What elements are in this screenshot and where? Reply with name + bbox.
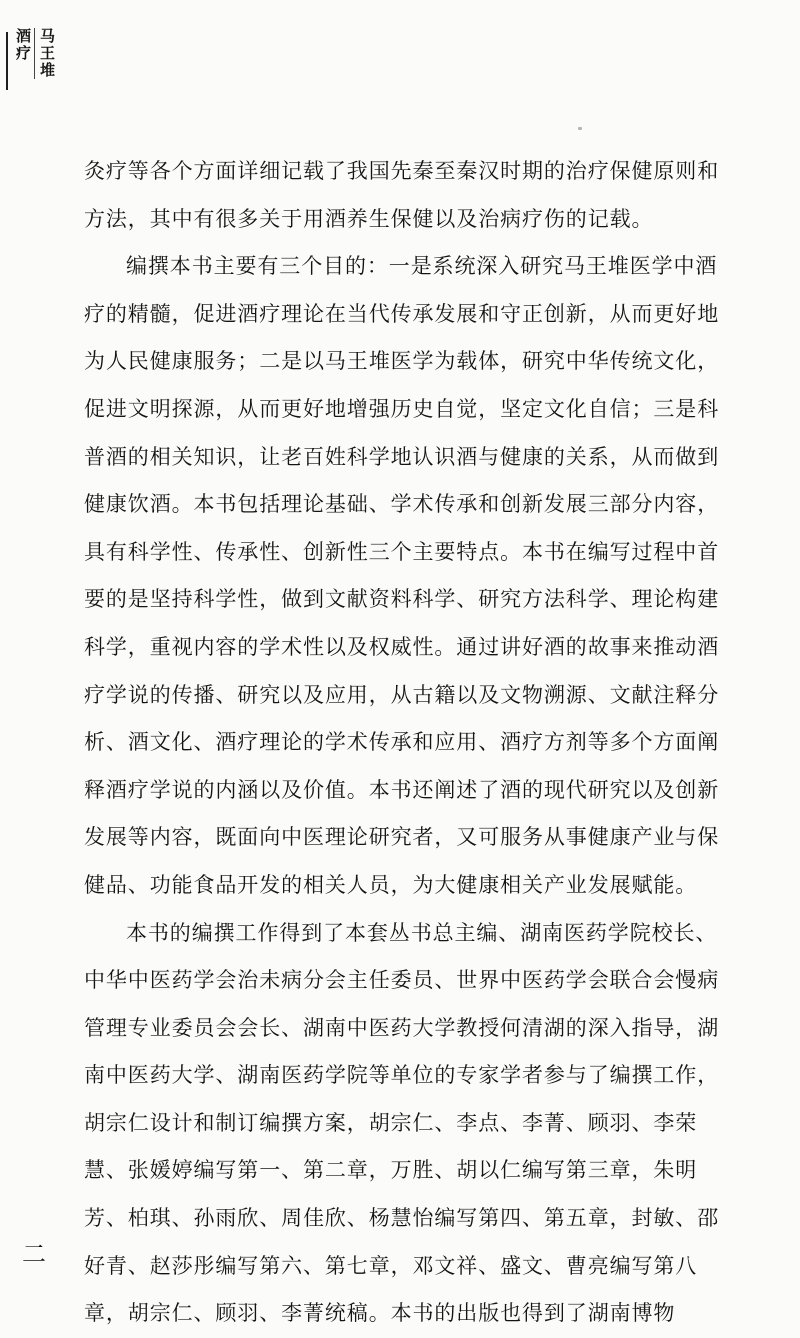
text-line: 要的是坚持科学性，做到文献资料科学、研究方法科学、理论构建 [84,587,720,612]
text-line: 慧、张媛婷编写第一、第二章，万胜、胡以仁编写第三章，朱明 [84,1158,698,1183]
page-number: 二 [22,1240,46,1268]
text-line: 发展等内容，既面向中医理论研究者，又可服务从事健康产业与保 [84,825,720,850]
text-line: 南中医药大学、湖南医药学院等单位的专家学者参与了编撰工作， [84,1063,720,1088]
scan-speck [578,127,582,130]
text-line: 编撰本书主要有三个目的：一是系统深入研究马王堆医学中酒 [126,254,718,279]
text-line: 具有科学性、传承性、创新性三个主要特点。本书在编写过程中首 [84,539,720,564]
text-line: 好青、赵莎彤编写第六、第七章，邓文祥、盛文、曹亮编写第八 [84,1253,698,1278]
text-line: 健品、功能食品开发的相关人员，为大健康相关产业发展赋能。 [84,872,698,897]
running-header [6,28,110,90]
text-line: 芳、柏琪、孙雨欣、周佳欣、杨慧怡编写第四、第五章，封敏、邵 [84,1206,720,1231]
text-line: 方法，其中有很多关于用酒养生保健以及治病疗伤的记载。 [84,206,654,231]
text-line: 本书的编撰工作得到了本套丛书总主编、湖南医药学院校长、 [126,920,718,945]
header-series-title: 酒疗 [14,28,32,62]
text-line: 管理专业委员会会长、湖南中医药大学教授何清湖的深入指导，湖 [84,1015,720,1040]
text-line: 章，胡宗仁、顾羽、李菁统稿。本书的出版也得到了湖南博物 [84,1301,676,1326]
header-rule [6,32,8,90]
text-line: 析、酒文化、酒疗理论的学术传承和应用、酒疗方剂等多个方面阐 [84,730,720,755]
text-line: 健康饮酒。本书包括理论基础、学术传承和创新发展三部分内容， [84,492,720,517]
text-line: 普酒的相关知识，让老百姓科学地认识酒与健康的关系，从而做到 [84,444,720,469]
text-line: 释酒疗学说的内涵以及价值。本书还阐述了酒的现代研究以及创新 [84,777,720,802]
text-line: 灸疗等各个方面详细记载了我国先秦至秦汉时期的治疗保健原则和 [84,159,720,183]
body-text [84,148,724,1338]
text-line: 疗学说的传播、研究以及应用，从古籍以及文物溯源、文献注释分 [84,682,720,707]
text-line: 科学，重视内容的学术性以及权威性。通过讲好酒的故事来推动酒 [84,634,720,659]
text-line: 胡宗仁设计和制订编撰方案，胡宗仁、李点、李菁、顾羽、李荣 [84,1110,698,1135]
text-line: 为人民健康服务；二是以马王堆医学为载体，研究中华传统文化， [84,349,720,374]
text-line: 疗的精髓，促进酒疗理论在当代传承发展和守正创新，从而更好地 [84,301,720,326]
header-book-title: 马王堆 [34,28,56,79]
text-line: 促进文明探源，从而更好地增强历史自觉，坚定文化自信；三是科 [84,396,720,421]
text-line: 中华中医药学会治未病分会主任委员、世界中医药学会联合会慢病 [84,968,720,993]
